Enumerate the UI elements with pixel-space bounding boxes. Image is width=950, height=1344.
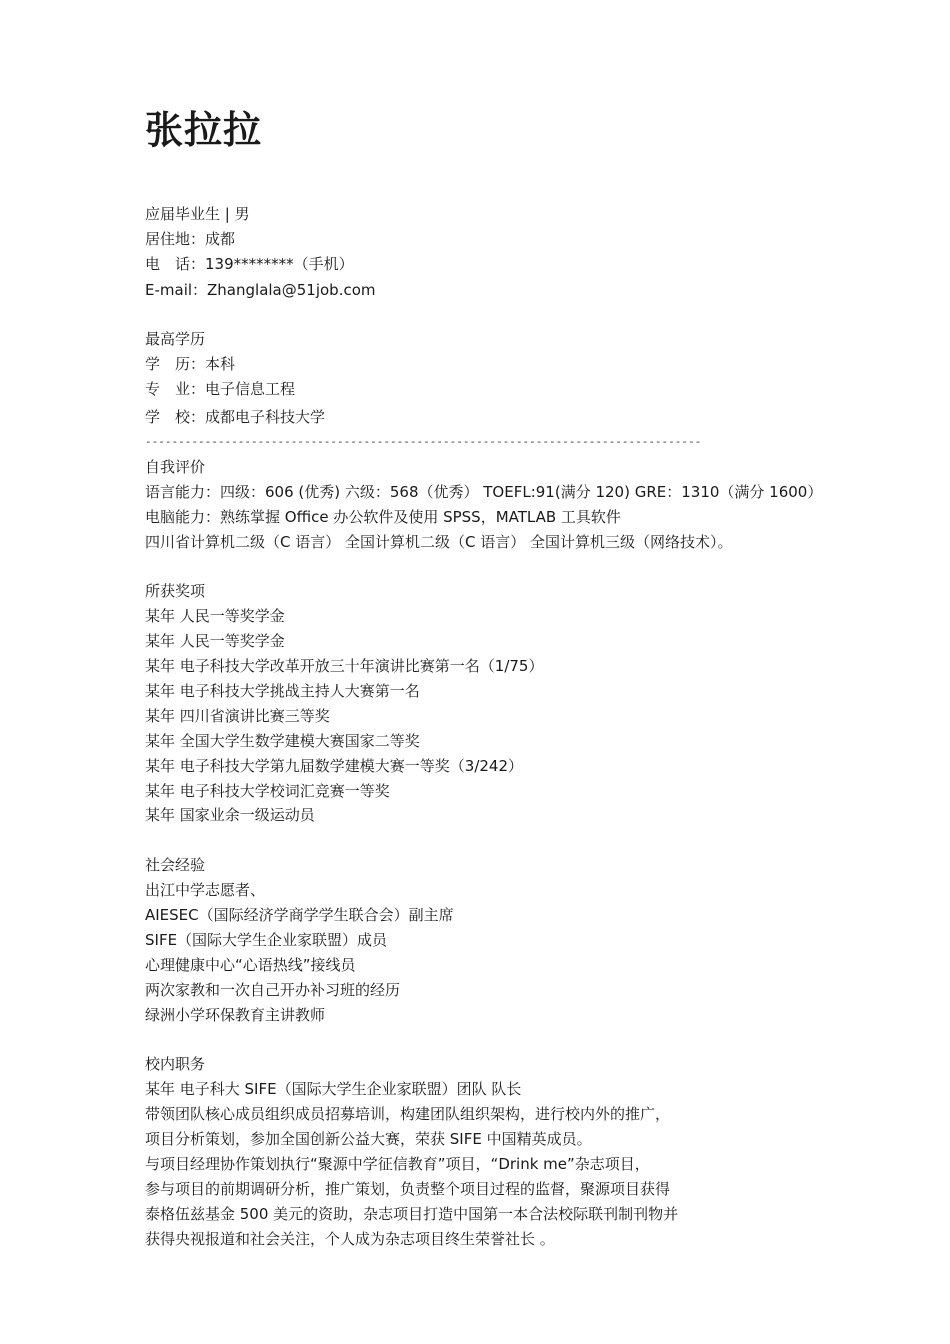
social-experience-item: AIESEC（国际经济学商学学生联合会）副主席 xyxy=(145,906,454,924)
campus-position-line: 获得央视报道和社会关注，个人成为杂志项目终生荣誉社长 。 xyxy=(145,1230,555,1248)
self-evaluation-heading: 自我评价 xyxy=(145,458,206,476)
award-item: 某年 电子科技大学第九届数学建模大赛一等奖（3/242） xyxy=(145,757,523,775)
campus-position-line: 某年 电子科大 SIFE（国际大学生企业家联盟）团队 队长 xyxy=(145,1080,522,1098)
campus-position-line: 与项目经理协作策划执行“聚源中学征信教育”项目，“Drink me”杂志项目， xyxy=(145,1155,650,1173)
award-item: 某年 四川省演讲比赛三等奖 xyxy=(145,707,330,725)
status-line: 应届毕业生 | 男 xyxy=(145,205,250,223)
campus-positions-heading: 校内职务 xyxy=(145,1055,206,1073)
resume-name: 张拉拉 xyxy=(145,108,263,152)
residence-line: 居住地：成都 xyxy=(145,230,236,248)
award-item: 某年 人民一等奖学金 xyxy=(145,607,285,625)
social-experience-item: 心理健康中心“心语热线”接线员 xyxy=(145,956,356,974)
education-degree: 学 历：本科 xyxy=(145,355,236,373)
award-item: 某年 国家业余一级运动员 xyxy=(145,806,315,824)
social-experience-heading: 社会经验 xyxy=(145,856,206,874)
award-item: 某年 电子科技大学校词汇竞赛一等奖 xyxy=(145,782,390,800)
award-item: 某年 电子科技大学挑战主持人大赛第一名 xyxy=(145,682,420,700)
education-heading: 最高学历 xyxy=(145,330,206,348)
social-experience-item: 出江中学志愿者、 xyxy=(145,881,266,899)
social-experience-item: 两次家教和一次自己开办补习班的经历 xyxy=(145,981,401,999)
award-item: 某年 全国大学生数学建模大赛国家二等奖 xyxy=(145,732,420,750)
self-evaluation-line: 语言能力：四级：606 (优秀) 六级：568（优秀） TOEFL:91(满分 120) GRE：1310（满分 1600） xyxy=(145,483,823,501)
awards-heading: 所获奖项 xyxy=(145,582,206,600)
phone-line: 电 话：139********（手机） xyxy=(145,255,354,273)
self-evaluation-line: 四川省计算机二级（C 语言） 全国计算机二级（C 语言） 全国计算机三级（网络技术）。 xyxy=(145,533,733,551)
education-major: 专 业：电子信息工程 xyxy=(145,380,296,398)
campus-position-line: 泰格伍兹基金 500 美元的资助，杂志项目打造中国第一本合法校际联刊制刊物并 xyxy=(145,1205,679,1223)
campus-position-line: 项目分析策划，参加全国创新公益大赛，荣获 SIFE 中国精英成员。 xyxy=(145,1130,592,1148)
campus-position-line: 带领团队核心成员组织成员招募培训，构建团队组织架构，进行校内外的推广， xyxy=(145,1105,671,1123)
email-line: E-mail：Zhanglala@51job.com xyxy=(145,281,376,299)
award-item: 某年 电子科技大学改革开放三十年演讲比赛第一名（1/75） xyxy=(145,657,544,675)
education-school: 学 校：成都电子科技大学 xyxy=(145,408,326,426)
social-experience-item: SIFE（国际大学生企业家联盟）成员 xyxy=(145,931,388,949)
award-item: 某年 人民一等奖学金 xyxy=(145,632,285,650)
social-experience-item: 绿洲小学环保教育主讲教师 xyxy=(145,1006,326,1024)
self-evaluation-line: 电脑能力：熟练掌握 Office 办公软件及使用 SPSS，MATLAB 工具软件 xyxy=(145,508,621,526)
section-divider: ------------------------------------------------------------------------------------ xyxy=(145,435,702,448)
campus-position-line: 参与项目的前期调研分析，推广策划，负责整个项目过程的监督，聚源项目获得 xyxy=(145,1180,671,1198)
